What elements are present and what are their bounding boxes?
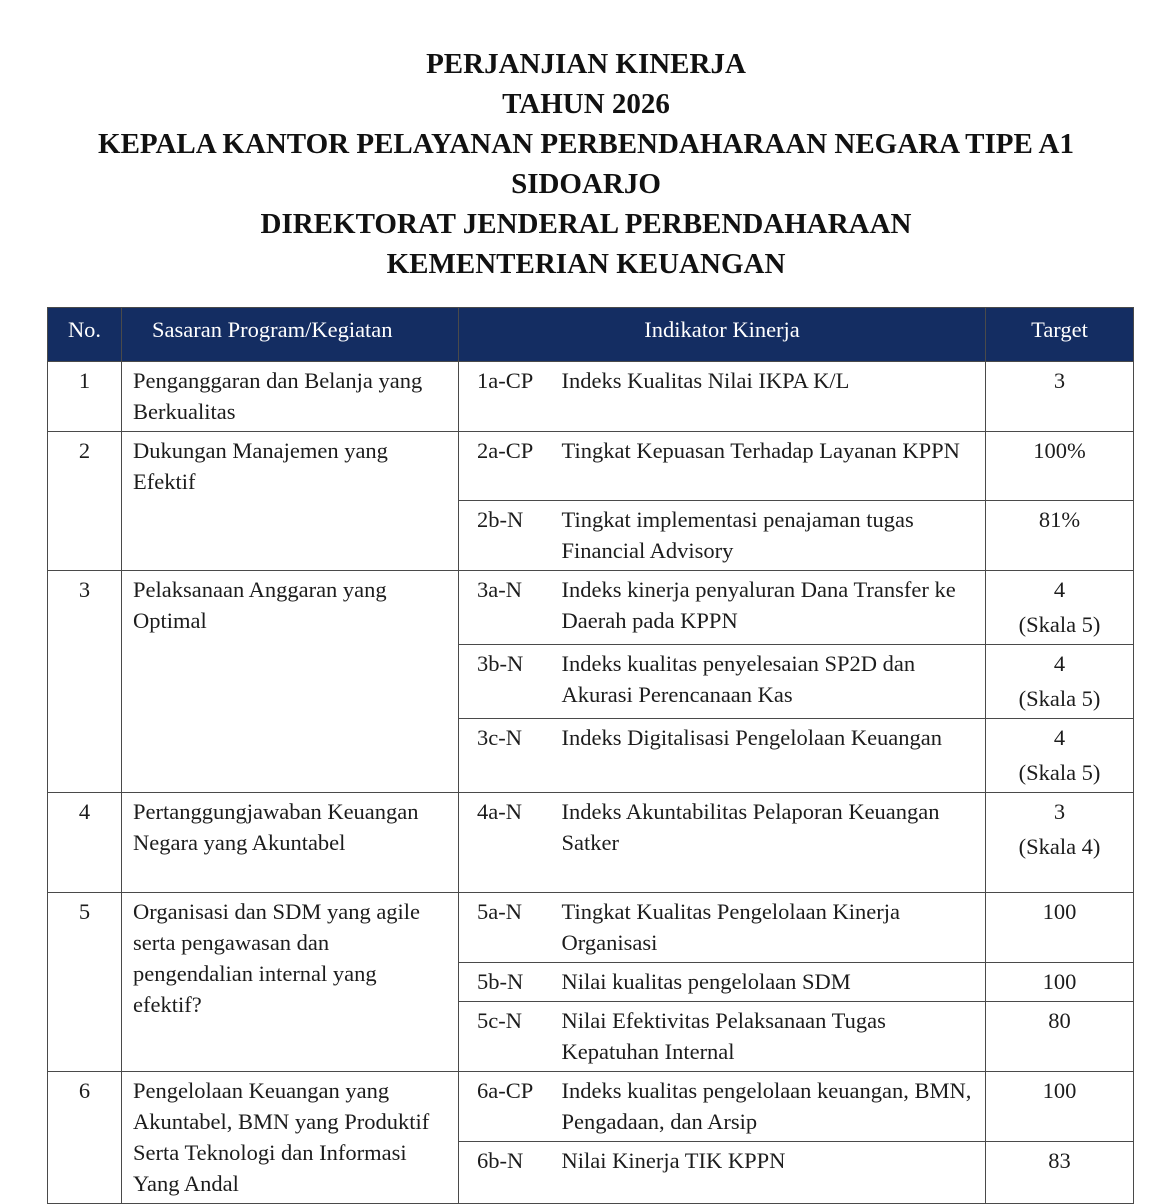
target-scale: (Skala 5) (1018, 612, 1101, 637)
indicator-code: 2a-CP (459, 432, 554, 501)
table-row (48, 793, 1134, 893)
title-line: SIDOARJO (511, 168, 661, 200)
target-value: 81% (1038, 507, 1081, 532)
target-value: 4 (1053, 725, 1066, 750)
target-cell (986, 719, 1134, 793)
title-line: KEPALA KANTOR PELAYANAN PERBENDAHARAAN NEGARA TIPE A1 (98, 128, 1074, 160)
target-scale: (Skala 5) (1018, 760, 1101, 785)
target-scale: (Skala 4) (1018, 834, 1101, 859)
sasaran-cell: Dukungan Manajemen yang Efektif (122, 432, 459, 571)
row-number: 2 (48, 432, 122, 571)
indicator-text: Nilai kualitas pengelolaan SDM (554, 963, 986, 1002)
indicator-text: Tingkat Kepuasan Terhadap Layanan KPPN (554, 432, 986, 501)
performance-table (47, 307, 1134, 1204)
indicator-code: 3a-N (459, 571, 554, 645)
target-value: 4 (1053, 651, 1066, 676)
indicator-code: 6b-N (459, 1142, 554, 1204)
target-cell (986, 793, 1134, 893)
title-line: PERJANJIAN KINERJA (426, 48, 746, 80)
sasaran-cell: Pelaksanaan Anggaran yang Optimal (122, 571, 459, 793)
indicator-text: Indeks Akuntabilitas Pelaporan Keuangan Satker (554, 793, 986, 893)
target-value: 100% (1033, 438, 1086, 463)
header-no: No. (48, 308, 122, 362)
row-number: 5 (48, 893, 122, 1072)
indicator-code: 6a-CP (459, 1072, 554, 1142)
table-row (48, 432, 1134, 501)
target-cell (986, 893, 1134, 963)
title-line: DIREKTORAT JENDERAL PERBENDAHARAAN (260, 208, 912, 240)
target-value: 4 (1053, 577, 1066, 602)
row-number: 6 (48, 1072, 122, 1204)
header-indikator: Indikator Kinerja (459, 308, 986, 362)
row-number: 4 (48, 793, 122, 893)
target-scale: (Skala 5) (1018, 686, 1101, 711)
table-body (48, 362, 1134, 1204)
target-value: 3 (1053, 799, 1066, 824)
indicator-code: 5b-N (459, 963, 554, 1002)
indicator-text: Tingkat Kualitas Pengelolaan Kinerja Organisasi (554, 893, 986, 963)
indicator-text: Tingkat implementasi penajaman tugas Financial Advisory (554, 501, 986, 571)
target-cell (986, 432, 1134, 501)
target-cell (986, 1002, 1134, 1072)
indicator-code: 2b-N (459, 501, 554, 571)
indicator-code: 5a-N (459, 893, 554, 963)
target-cell (986, 963, 1134, 1002)
target-value: 83 (1048, 1148, 1071, 1173)
table-row (48, 362, 1134, 432)
target-cell (986, 362, 1134, 432)
target-value: 80 (1048, 1008, 1071, 1033)
target-value: 100 (1042, 969, 1077, 994)
target-value: 100 (1042, 1078, 1077, 1103)
table-row (48, 571, 1134, 645)
indicator-code: 3c-N (459, 719, 554, 793)
indicator-code: 5c-N (459, 1002, 554, 1072)
sasaran-cell: Pertanggungjawaban Keuangan Negara yang Akuntabel (122, 793, 459, 893)
header-sasaran: Sasaran Program/Kegiatan (122, 308, 459, 362)
target-cell (986, 1072, 1134, 1142)
row-number: 3 (48, 571, 122, 793)
table-row (48, 893, 1134, 963)
indicator-text: Indeks Kualitas Nilai IKPA K/L (554, 362, 986, 432)
indicator-text: Indeks kinerja penyaluran Dana Transfer ke Daerah pada KPPN (554, 571, 986, 645)
table-row (48, 1072, 1134, 1142)
sasaran-cell: Penganggaran dan Belanja yang Berkualitas (122, 362, 459, 432)
indicator-text: Indeks kualitas penyelesaian SP2D dan Akurasi Perencanaan Kas (554, 645, 986, 719)
header-target: Target (986, 308, 1134, 362)
indicator-text: Indeks kualitas pengelolaan keuangan, BMN, Pengadaan, dan Arsip (554, 1072, 986, 1142)
target-value: 3 (1053, 368, 1066, 393)
target-cell (986, 645, 1134, 719)
row-number: 1 (48, 362, 122, 432)
target-value: 100 (1042, 899, 1077, 924)
target-cell (986, 1142, 1134, 1204)
indicator-text: Nilai Kinerja TIK KPPN (554, 1142, 986, 1204)
indicator-code: 4a-N (459, 793, 554, 893)
target-cell (986, 571, 1134, 645)
indicator-code: 3b-N (459, 645, 554, 719)
document-title (0, 44, 1172, 284)
indicator-code: 1a-CP (459, 362, 554, 432)
title-line: TAHUN 2026 (502, 88, 670, 120)
table-header-row (48, 308, 1134, 362)
target-cell (986, 501, 1134, 571)
indicator-text: Nilai Efektivitas Pelaksanaan Tugas Kepatuhan Internal (554, 1002, 986, 1072)
sasaran-cell: Organisasi dan SDM yang agile serta pengawasan dan pengendalian internal yang efektif? (122, 893, 459, 1072)
sasaran-cell: Pengelolaan Keuangan yang Akuntabel, BMN yang Produktif Serta Teknologi dan Informasi Yang Andal (122, 1072, 459, 1204)
title-line: KEMENTERIAN KEUANGAN (386, 248, 786, 280)
indicator-text: Indeks Digitalisasi Pengelolaan Keuangan (554, 719, 986, 793)
